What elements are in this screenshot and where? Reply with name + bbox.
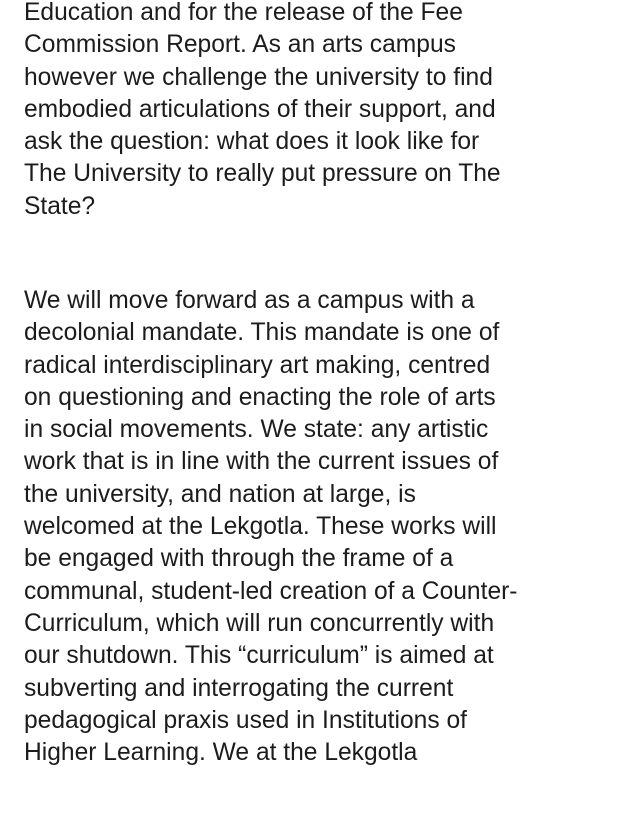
text-line: subverting and interrogating the current (24, 674, 454, 702)
text-line: Curriculum, which will run concurrently with (24, 609, 495, 637)
text-line: The University to really put pressure on The (24, 160, 501, 188)
text-line: decolonial mandate. This mandate is one of (24, 319, 500, 347)
text-line: welcomed at the Lekgotla. These works will (24, 513, 497, 541)
text-line: Education and for the release of the Fee (24, 0, 463, 26)
text-line: We will move forward as a campus with a (24, 287, 475, 314)
paragraph-2 (24, 285, 518, 769)
text-line: be engaged with through the frame of a (24, 545, 454, 573)
text-line: radical interdisciplinary art making, centred (24, 351, 491, 379)
text-line: pedagogical praxis used in Institutions of (24, 706, 467, 734)
text-line: embodied articulations of their support, and (24, 95, 496, 123)
text-line: communal, student-led creation of a Counter- (24, 577, 518, 605)
paragraph-1 (24, 0, 501, 223)
text-line: Commission Report. As an arts campus (24, 31, 456, 59)
text-line: in social movements. We state: any artistic (24, 416, 489, 444)
text-line: work that is in line with the current issues of (24, 448, 499, 476)
text-line: State? (24, 192, 96, 220)
text-line: the university, and nation at large, is (24, 480, 416, 508)
text-line: however we challenge the university to find (24, 63, 493, 91)
text-line: our shutdown. This “curriculum” is aimed at (24, 642, 494, 670)
text-line: Higher Learning. We at the Lekgotla (24, 739, 418, 767)
text-line: on questioning and enacting the role of arts (24, 383, 496, 411)
text-line: ask the question: what does it look like for (24, 128, 480, 156)
